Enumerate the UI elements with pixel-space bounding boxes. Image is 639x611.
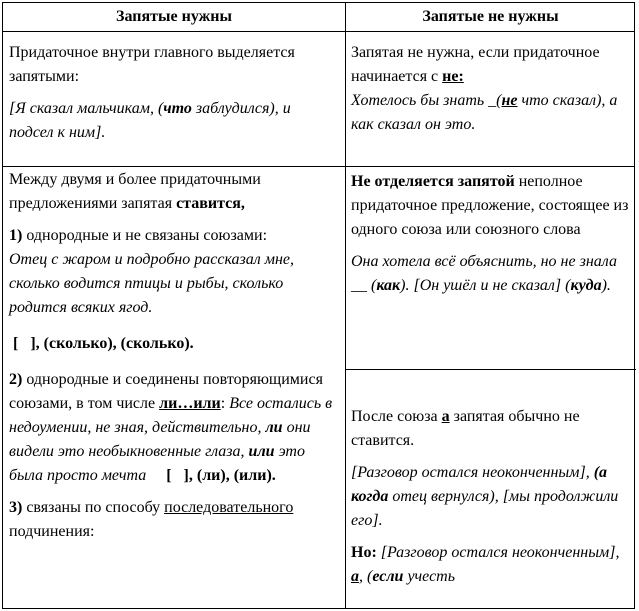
header-left: Запятые нужны bbox=[116, 8, 232, 25]
point3-text: 3) связаны по способу последовательного подчинения: bbox=[9, 499, 294, 540]
point1-scheme: [ ], (сколько), (сколько). bbox=[13, 335, 194, 352]
row2-right-top-cell bbox=[345, 170, 636, 298]
point1-example: Отец с жаром и подробно рассказал мне, сколько водится птицы и рыбы, сколько родится всяких ягод. bbox=[9, 251, 294, 316]
conj-a-example-2: Но: [Разговор остался неоконченным], а, (если учесть bbox=[351, 544, 620, 585]
conj-a-example-1: [Разговор остался неоконченным], (а когда отец вернулся), [мы продолжили его]. bbox=[351, 464, 619, 529]
row2-left-intro: Между двумя и более придаточными предложениями запятая ставится, bbox=[9, 171, 261, 212]
row2-right-bottom-cell bbox=[345, 405, 636, 589]
row1-divider bbox=[3, 166, 634, 167]
row1-right-example: Хотелось бы знать _(не что сказал), а как сказал он это. bbox=[351, 92, 618, 133]
header-right: Запятые не нужны bbox=[422, 8, 559, 25]
row1-right-rule: Запятая не нужна, если придаточное начинается с не: bbox=[351, 44, 600, 85]
right-subrow-divider bbox=[345, 369, 636, 370]
incomplete-clause-rule: Не отделяется запятой неполное придаточное предложение, состоящее из одного союза или союзного слова bbox=[351, 173, 629, 238]
conj-a-rule: После союза а запятая обычно не ставится. bbox=[351, 408, 580, 449]
rules-table bbox=[2, 2, 635, 609]
row1-left-example: [Я сказал мальчикам, (что заблудился), и подсел к ним]. bbox=[9, 100, 291, 141]
point1-text: 1) однородные и не связаны союзами: bbox=[9, 227, 268, 244]
row1-left-cell bbox=[3, 41, 345, 145]
incomplete-clause-example: Она хотела всё объяснить, но не знала __ (как). [Он ушёл и не сказал] (куда). bbox=[351, 253, 617, 294]
point2-text: 2) однородные и соединены повторяющимися союзами, в том числе ли…или: Все остались в недоумении, не зная, действительно, ли они видели это необыкновенные глаза, или это была просто мечта [ ], (ли), (или). bbox=[9, 371, 333, 484]
row1-right-cell bbox=[345, 41, 636, 137]
header-divider bbox=[3, 31, 634, 32]
row2-left-cell bbox=[3, 168, 345, 544]
row1-left-rule: Придаточное внутри главного выделяется запятыми: bbox=[9, 44, 295, 85]
